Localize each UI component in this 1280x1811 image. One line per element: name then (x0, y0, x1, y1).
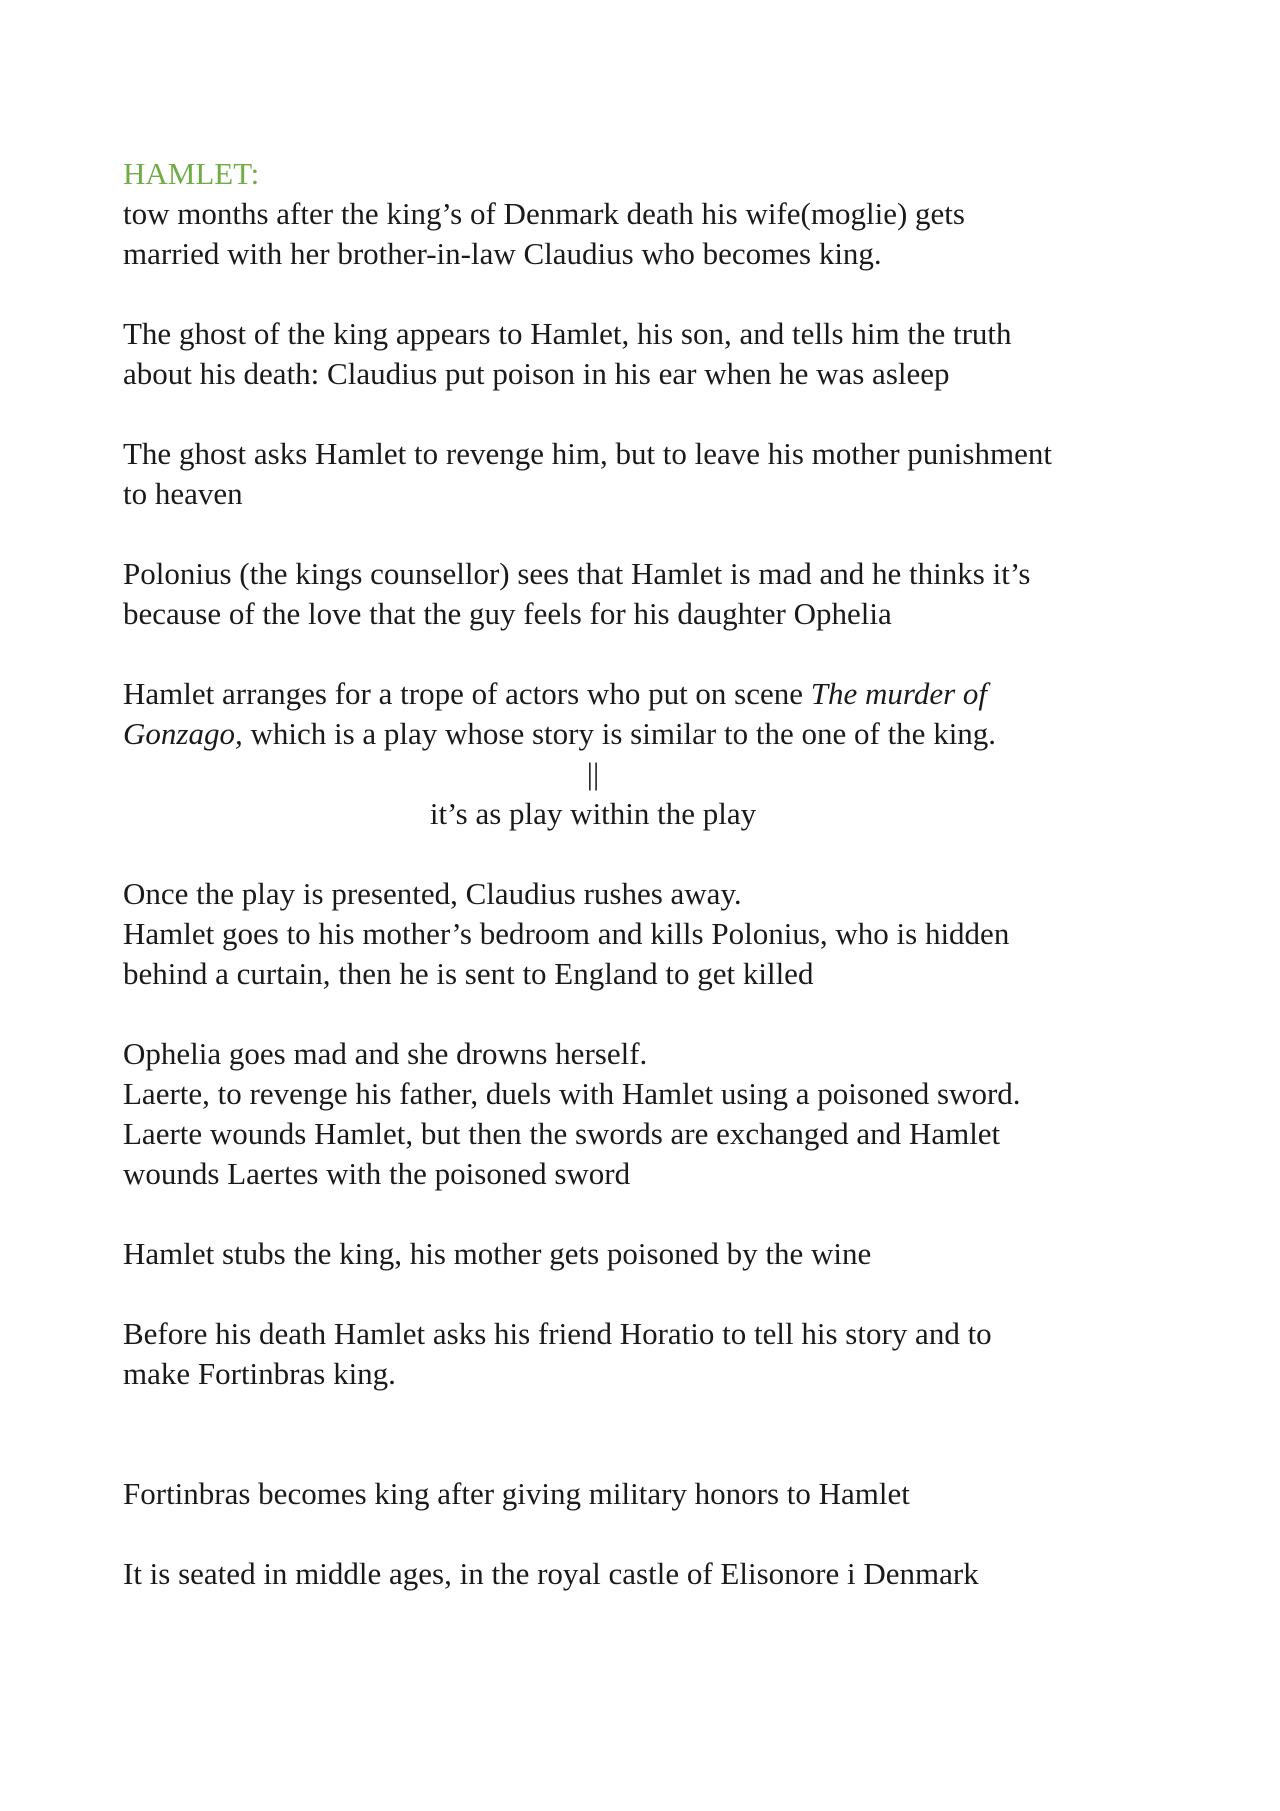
spacer (123, 1194, 1183, 1234)
spacer (123, 274, 1183, 314)
paragraph-8-line-1: Hamlet stubs the king, his mother gets poisoned by the wine (123, 1236, 872, 1271)
separator-mark: || (586, 756, 600, 791)
paragraph-10-line-1: Fortinbras becomes king after giving military honors to Hamlet (123, 1476, 910, 1511)
spacer (123, 834, 1183, 874)
paragraph-7-line-2: Laerte, to revenge his father, duels with Hamlet using a poisoned sword. (123, 1076, 1021, 1111)
paragraph-1-line-2: married with her brother-in-law Claudius who becomes king. (123, 236, 882, 271)
paragraph-7-line-3: Laerte wounds Hamlet, but then the swords are exchanged and Hamlet (123, 1116, 1001, 1151)
paragraph-7-line-4: wounds Laertes with the poisoned sword (123, 1156, 631, 1191)
spacer (123, 1394, 1183, 1474)
paragraph-5-text: Hamlet arranges for a trope of actors who put on scene (123, 676, 811, 711)
paragraph-9-line-1: Before his death Hamlet asks his friend Horatio to tell his story and to (123, 1316, 992, 1351)
paragraph-2-line-1: The ghost of the king appears to Hamlet, his son, and tells him the truth (123, 316, 1012, 351)
document-heading: HAMLET: (123, 156, 260, 191)
spacer (123, 1514, 1183, 1554)
spacer (123, 634, 1183, 674)
paragraph-5-line-1 (123, 674, 1183, 714)
paragraph-6-line-1: Once the play is presented, Claudius rushes away. (123, 876, 742, 911)
spacer (123, 1274, 1183, 1314)
paragraph-4-line-2: because of the love that the guy feels for his daughter Ophelia (123, 596, 892, 631)
spacer (123, 994, 1183, 1034)
document-page (123, 154, 1183, 1594)
paragraph-9-line-2: make Fortinbras king. (123, 1356, 396, 1391)
paragraph-1-line-1: tow months after the king’s of Denmark death his wife(moglie) gets (123, 196, 965, 231)
play-title-part-2: Gonzago, (123, 716, 243, 751)
paragraph-3-line-1: The ghost asks Hamlet to revenge him, but to leave his mother punishment (123, 436, 1052, 471)
paragraph-3-line-2: to heaven (123, 476, 243, 511)
paragraph-5-text-2: which is a play whose story is similar to the one of the king. (242, 716, 997, 751)
paragraph-2-line-2: about his death: Claudius put poison in his ear when he was asleep (123, 356, 950, 391)
play-title-part-1: The murder of (810, 676, 988, 711)
spacer (123, 394, 1183, 434)
paragraph-5-line-2 (123, 714, 1183, 754)
paragraph-11-line-1: It is seated in middle ages, in the royal castle of Elisonore i Denmark (123, 1556, 979, 1591)
centered-note: it’s as play within the play (429, 796, 757, 831)
paragraph-6-line-2: Hamlet goes to his mother’s bedroom and kills Polonius, who is hidden (123, 916, 1010, 951)
paragraph-7-line-1: Ophelia goes mad and she drowns herself. (123, 1036, 648, 1071)
spacer (123, 514, 1183, 554)
paragraph-4-line-1: Polonius (the kings counsellor) sees that Hamlet is mad and he thinks it’s (123, 556, 1031, 591)
paragraph-6-line-3: behind a curtain, then he is sent to England to get killed (123, 956, 814, 991)
